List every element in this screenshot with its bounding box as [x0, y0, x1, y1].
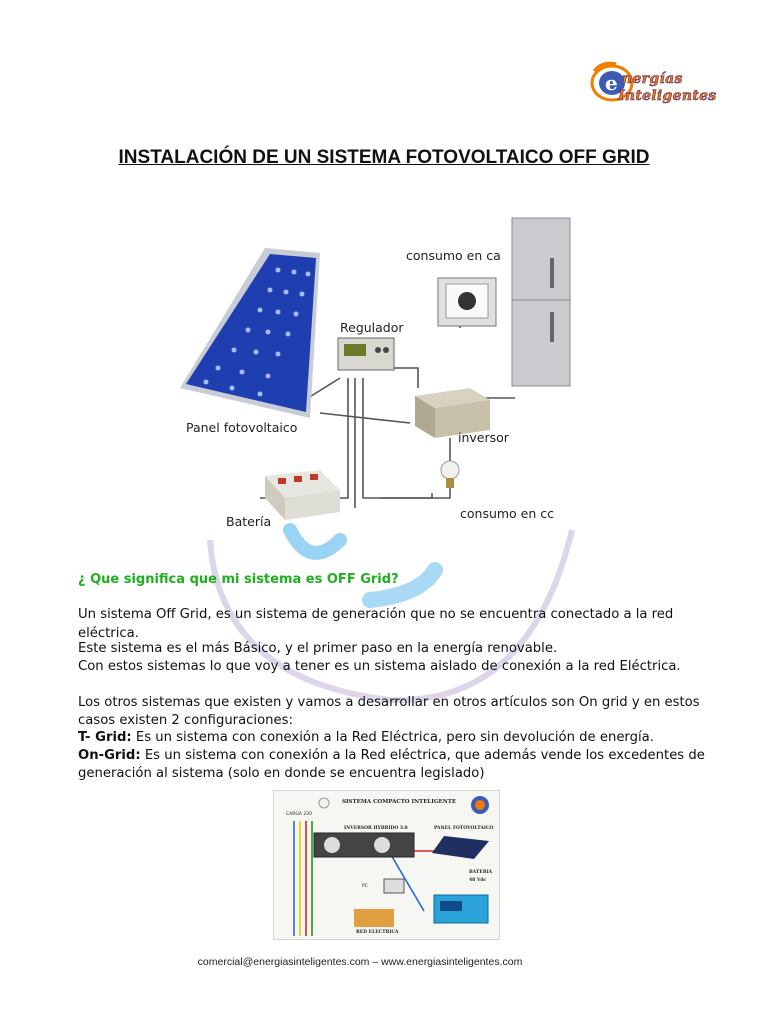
paragraph-line: Un sistema Off Grid, es un sistema de generación que no se encuentra conectado a la red [78, 607, 674, 622]
logo-text-energias: nergías [622, 71, 683, 87]
offgrid-diagram-graphic [170, 208, 600, 528]
svg-text:PC: PC [362, 884, 368, 889]
solar-panel-icon [180, 248, 320, 418]
battery-icon [265, 470, 340, 520]
paragraph-line: casos existen 2 configuraciones: [78, 713, 293, 728]
company-logo [588, 55, 728, 115]
paragraph-line: Este sistema es el más Básico, y el primer paso en la energía renovable. [78, 641, 558, 656]
bulb-icon [319, 798, 329, 808]
label-inversor: inversor [458, 430, 509, 445]
light-bulb-icon [441, 461, 459, 488]
compact-system-graphic [274, 791, 499, 939]
svg-text:PANEL FOTOVOLTAICO: PANEL FOTOVOLTAICO [434, 826, 494, 831]
ongrid-line [78, 746, 705, 765]
tv-icon [438, 278, 496, 326]
svg-text:CARGA 220: CARGA 220 [286, 812, 312, 817]
tgrid-text: Es un sistema con conexión a la Red Eléctrica, pero sin devolución de energía. [131, 730, 654, 745]
regulator-icon [338, 338, 394, 370]
svg-text:RED ELECTRICA: RED ELECTRICA [356, 930, 399, 935]
svg-text:e: e [605, 71, 618, 95]
grid-tower-icon [354, 909, 394, 927]
footer-contact: comercial@energiasinteligentes.com – www.energiasinteligentes.com [197, 956, 523, 968]
ongrid-text: Es un sistema con conexión a la Red eléctrica, que además vende los excedentes de [140, 748, 705, 763]
tgrid-line [78, 728, 654, 747]
question-heading: ¿ Que significa que mi sistema es OFF Grid? [78, 572, 399, 587]
label-consumo-cc: consumo en cc [460, 506, 555, 521]
offgrid-diagram [170, 208, 600, 528]
page-title: INSTALACIÓN DE UN SISTEMA FOTOVOLTAICO OFF GRID [118, 147, 650, 168]
logo-text-inteligentes: Inteligentes [618, 88, 717, 104]
label-consumo-ca: consumo en ca [406, 248, 501, 263]
label-regulador: Regulador [340, 320, 404, 335]
compact-system-diagram [273, 790, 500, 940]
paragraph-line: Con estos sistemas lo que voy a tener es un sistema aislado de conexión a la red Eléctrica. [78, 659, 681, 674]
refrigerator-icon [512, 218, 570, 386]
compact-title: SISTEMA COMPACTO INTELIGENTE [342, 799, 457, 805]
svg-text:BATERIA: BATERIA [469, 870, 493, 875]
ongrid-label: On-Grid: [78, 748, 141, 763]
paragraph-line: eléctrica. [78, 626, 139, 641]
label-panel: Panel fotovoltaico [186, 420, 298, 435]
paragraph-line: generación al sistema (solo en donde se encuentra legislado) [78, 766, 485, 781]
svg-text:INVERSOR HYBRIDO 3.0: INVERSOR HYBRIDO 3.0 [344, 826, 408, 831]
paragraph-line: Los otros sistemas que existen y vamos a desarrollar en otros artículos son On grid y en estos [78, 695, 700, 710]
panel-small-icon [432, 836, 489, 859]
label-bateria: Batería [226, 514, 272, 529]
tgrid-label: T- Grid: [78, 730, 132, 745]
svg-text:48 Vdc: 48 Vdc [469, 878, 487, 883]
pc-icon [384, 879, 404, 893]
